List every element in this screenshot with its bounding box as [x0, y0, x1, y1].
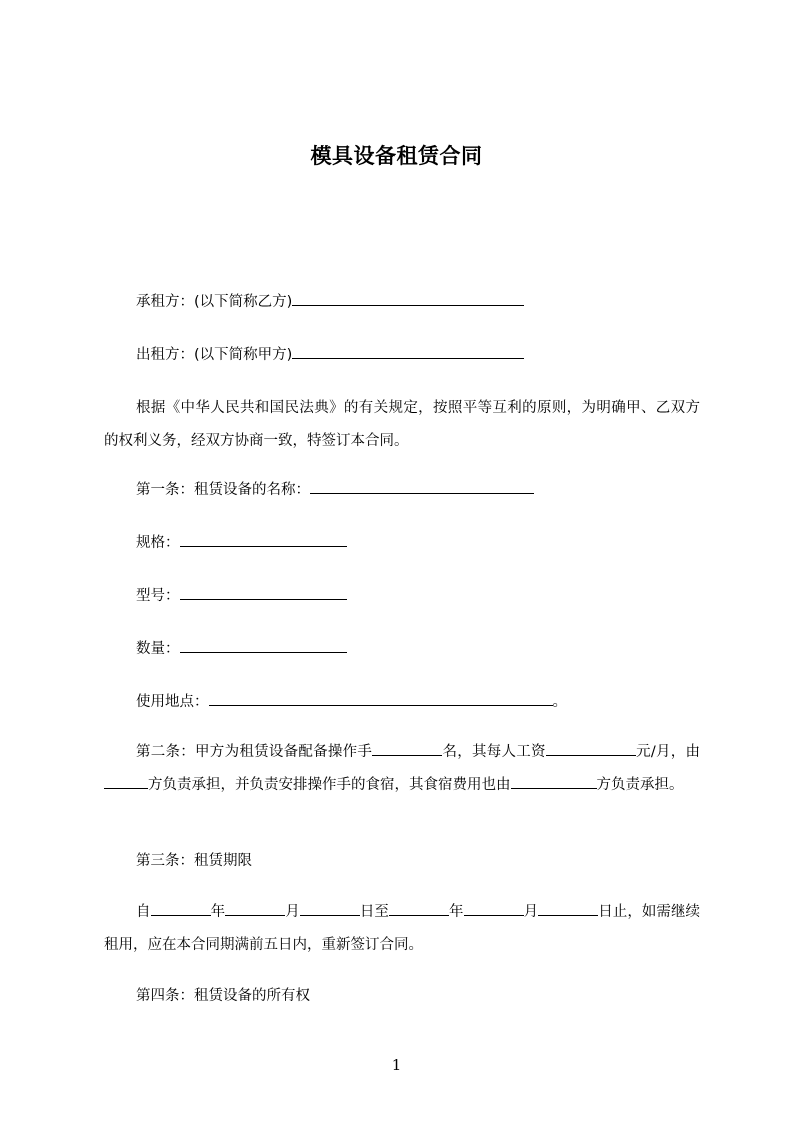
- article4-line: [136, 985, 310, 1007]
- location-end: 。: [552, 694, 567, 710]
- quantity-blank: [180, 638, 347, 653]
- lessor-line: [136, 344, 524, 366]
- lessor-label: 出租方：(以下简称甲方): [136, 347, 293, 363]
- article2-part5: 方负责承担。: [596, 777, 684, 793]
- lessee-blank: [292, 291, 524, 306]
- lessee-line: [136, 291, 524, 313]
- article2-part1: 第二条：甲方为租赁设备配备操作手: [136, 744, 373, 760]
- start-day-blank: [300, 901, 360, 916]
- model-blank: [180, 585, 347, 600]
- lodging-party-blank: [511, 774, 597, 789]
- preamble-paragraph: 根据《中华人民共和国民法典》的有关规定，按照平等互利的原则，为明确甲、乙双方的权利义务，经双方协商一致，特签订本合同。: [104, 400, 700, 449]
- start-month-blank: [225, 901, 285, 916]
- article2-part4: 方负责承担，并负责安排操作手的食宿，其食宿费用也由: [148, 777, 511, 793]
- operator-count-blank: [372, 741, 442, 756]
- spec-blank: [180, 532, 347, 547]
- page-title: 模具设备租赁合同: [310, 144, 483, 168]
- term-day-to: 日至: [359, 904, 389, 920]
- end-day-blank: [538, 901, 598, 916]
- article2-part3: 元/月，由: [635, 744, 701, 760]
- term-year2: 年: [448, 904, 464, 920]
- term-month: 月: [285, 904, 300, 920]
- spec-label: 规格：: [136, 535, 180, 551]
- term-year: 年: [210, 904, 226, 920]
- article3-label: 第三条：租赁期限: [136, 853, 252, 869]
- article2-paragraph: [104, 736, 700, 802]
- article2-part2: 名，其每人工资: [442, 744, 546, 760]
- term-from: 自: [136, 904, 151, 920]
- model-line: [136, 585, 347, 607]
- quantity-label: 数量：: [136, 641, 180, 657]
- location-label: 使用地点：: [136, 694, 209, 710]
- term-month2: 月: [523, 904, 539, 920]
- wage-blank: [546, 741, 636, 756]
- article3-line: [136, 850, 252, 872]
- wage-party-blank: [104, 774, 148, 789]
- lessor-blank: [292, 344, 524, 359]
- equipment-name-blank: [310, 479, 534, 494]
- term-day-end: 日止，如需继续租用，应在本合同期满前五日内，重新签订合同。: [104, 904, 701, 953]
- lessee-label: 承租方：(以下简称乙方): [136, 294, 293, 310]
- article1-label: 第一条：租赁设备的名称：: [136, 482, 310, 498]
- end-month-blank: [464, 901, 524, 916]
- spec-line: [136, 532, 347, 554]
- location-line: [136, 691, 567, 713]
- model-label: 型号：: [136, 588, 180, 604]
- end-year-blank: [389, 901, 449, 916]
- article4-label: 第四条：租赁设备的所有权: [136, 988, 310, 1004]
- start-year-blank: [151, 901, 211, 916]
- page-number: 1: [391, 1056, 402, 1074]
- term-paragraph: [104, 896, 700, 962]
- location-blank: [209, 691, 553, 706]
- quantity-line: [136, 638, 347, 660]
- article1-line: [136, 479, 534, 501]
